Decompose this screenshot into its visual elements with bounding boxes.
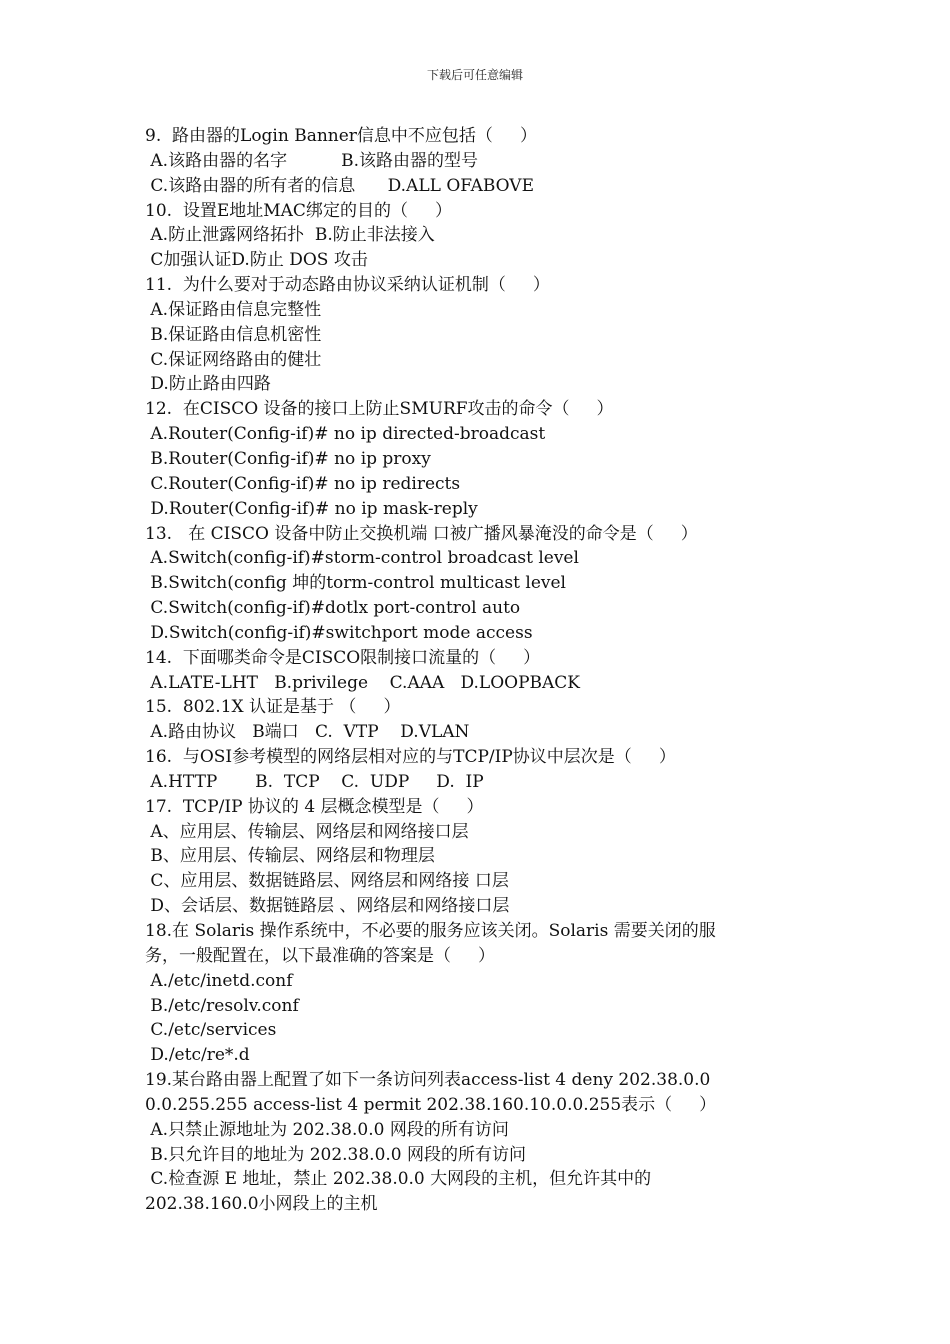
text-line: A./etc/inetd.conf	[145, 970, 293, 991]
text-line: 202.38.160.0小网段上的主机	[145, 1194, 378, 1215]
text-line: 17. TCP/IP 协议的 4 层概念模型是（ ）	[145, 796, 484, 817]
page-header: 下载后可任意编辑	[426, 68, 523, 82]
text-line: D.Switch(config-if)#switchport mode access	[145, 622, 533, 643]
text-line: C.Switch(config-if)#dotlx port-control auto	[145, 598, 521, 619]
text-line: 务，一般配置在，以下最准确的答案是（ ）	[145, 945, 496, 966]
text-line: B./etc/resolv.conf	[145, 995, 299, 1016]
text-line: C.该路由器的所有者的信息 D.ALL OFABOVE	[145, 175, 534, 196]
text-line: 12. 在CISCO 设备的接口上防止SMURF攻击的命令（ ）	[145, 399, 614, 420]
text-line: A、应用层、传输层、网络层和网络接口层	[145, 821, 469, 842]
text-line: 13. 在 CISCO 设备中防止交换机端 口被广播风暴淹没的命令是（ ）	[145, 523, 698, 544]
text-line: A.保证路由信息完整性	[145, 299, 322, 320]
text-line: C、应用层、数据链路层、网络层和网络接 口层	[145, 871, 509, 892]
text-line: A.HTTP B. TCP C. UDP D. IP	[145, 771, 484, 792]
text-line: C./etc/services	[145, 1020, 277, 1041]
text-line: 14. 下面哪类命令是CISCO限制接口流量的（ ）	[145, 647, 541, 668]
text-line: B.保证路由信息机密性	[145, 324, 322, 345]
text-line: D、会话层、数据链路层 、网络层和网络接口层	[145, 896, 510, 917]
text-line: D.Router(Config-if)# no ip mask-reply	[145, 498, 478, 519]
text-line: 16. 与OSI参考模型的网络层相对应的与TCP/IP协议中层次是（ ）	[145, 747, 676, 768]
text-line: 18.在 Solaris 操作系统中，不必要的服务应该关闭。Solaris 需要关闭的服	[145, 921, 716, 941]
question-list	[145, 124, 815, 1217]
text-line: 11. 为什么要对于动态路由协议采纳认证机制（ ）	[145, 275, 550, 296]
text-line: B.只允许目的地址为 202.38.0.0 网段的所有访问	[145, 1144, 527, 1165]
text-line: C加强认证D.防止 DOS 攻击	[145, 250, 368, 271]
text-line: C.保证网络路由的健壮	[145, 349, 322, 370]
text-line: 15. 802.1X 认证是基于 （ ）	[145, 697, 401, 718]
text-line: C.Router(Config-if)# no ip redirects	[145, 473, 461, 494]
text-line: D.防止路由四路	[145, 374, 271, 395]
text-line: C.检查源 E 地址，禁止 202.38.0.0 大网段的主机，但允许其中的	[145, 1169, 652, 1190]
text-line: B.Switch(config 坤的torm-control multicast level	[145, 573, 566, 594]
text-line: 10. 设置E地址MAC绑定的目的（ ）	[145, 200, 452, 221]
text-line: A.路由协议 B端口 C. VTP D.VLAN	[145, 722, 470, 743]
text-line: 19.某台路由器上配置了如下一条访问列表access-list 4 deny 202.38.0.0	[145, 1070, 711, 1091]
text-line: A.防止泄露网络拓扑 B.防止非法接入	[145, 225, 435, 246]
text-line: B、应用层、传输层、网络层和物理层	[145, 846, 435, 867]
text-line: 9. 路由器的Login Banner信息中不应包括（ ）	[145, 126, 537, 146]
text-line: D./etc/re*.d	[145, 1045, 250, 1066]
text-line: A.只禁止源地址为 202.38.0.0 网段的所有访问	[145, 1119, 509, 1140]
text-line: A.Router(Config-if)# no ip directed-broadcast	[145, 424, 546, 445]
text-line: 0.0.255.255 access-list 4 permit 202.38.160.10.0.0.255表示（ ）	[145, 1094, 717, 1115]
text-line: A.该路由器的名字 B.该路由器的型号	[145, 150, 479, 171]
text-line: A.LATE-LHT B.privilege C.AAA D.LOOPBACK	[145, 672, 580, 693]
text-line: A.Switch(config-if)#storm-control broadcast level	[145, 548, 579, 569]
text-line: B.Router(Config-if)# no ip proxy	[145, 448, 431, 469]
